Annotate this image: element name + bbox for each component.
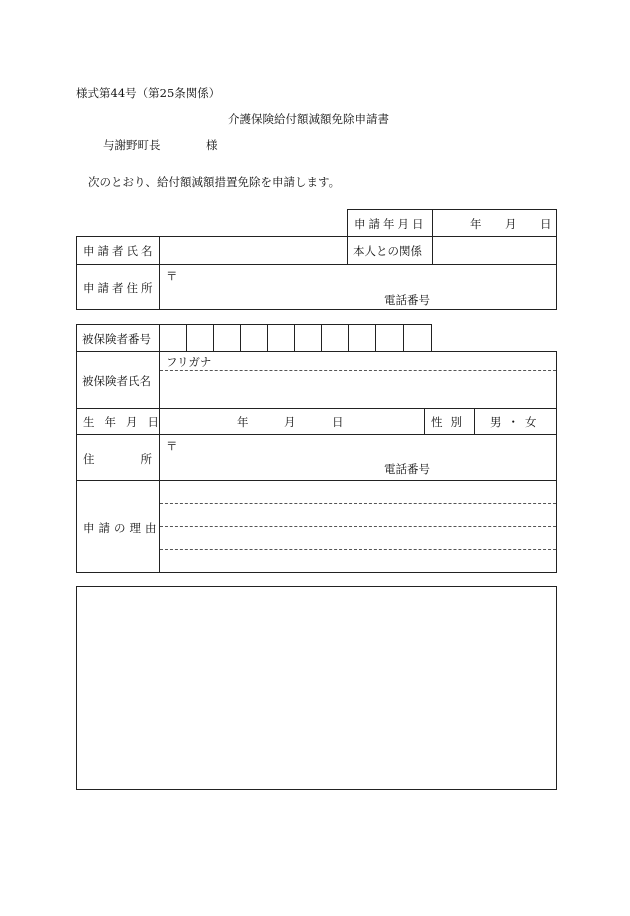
application-month-unit: 月: [505, 217, 517, 231]
insured-number-digit[interactable]: [215, 326, 239, 350]
birth-year-unit: 年: [237, 415, 249, 429]
applicant-name-label: 申請者氏名: [83, 244, 156, 258]
furigana-label: フリガナ: [166, 355, 212, 369]
relation-field[interactable]: [434, 238, 555, 262]
addressee-honorific: 様: [206, 138, 218, 152]
insured-number-digit[interactable]: [296, 326, 320, 350]
insured-number-digit[interactable]: [323, 326, 347, 350]
insured-number-digit[interactable]: [405, 326, 429, 350]
relation-label: 本人との関係: [353, 244, 422, 258]
insured-number-digit[interactable]: [161, 326, 185, 350]
birth-day-unit: 日: [332, 415, 344, 429]
intro-text: 次のとおり、給付額減額措置免除を申請します。: [88, 175, 341, 189]
remarks-box[interactable]: [76, 586, 557, 790]
addressee-name: 与謝野町長: [103, 138, 161, 152]
application-year-unit: 年: [470, 217, 482, 231]
insured-number-digit[interactable]: [377, 326, 401, 350]
applicant-phone-label: 電話番号: [384, 293, 430, 307]
birth-date-field[interactable]: [161, 410, 422, 432]
page-title: 介護保険給付額減額免除申請書: [228, 112, 389, 126]
insured-postal-mark: 〒: [166, 439, 178, 453]
sex-label: 性別: [431, 415, 470, 429]
insured-number-label: 被保険者番号: [82, 332, 151, 346]
applicant-postal-mark: 〒: [166, 269, 178, 283]
insured-number-digit[interactable]: [188, 326, 212, 350]
sex-options[interactable]: 男・女: [490, 415, 543, 429]
birth-date-label: 生年月日: [83, 415, 169, 429]
applicant-name-field[interactable]: [161, 238, 345, 262]
application-date-label: 申請年月日: [354, 217, 427, 231]
insured-number-digit[interactable]: [350, 326, 374, 350]
application-day-unit: 日: [540, 217, 552, 231]
birth-month-unit: 月: [284, 415, 296, 429]
insured-number-digit[interactable]: [242, 326, 266, 350]
insured-phone-label: 電話番号: [384, 462, 430, 476]
form-number: 様式第44号（第25条関係）: [76, 86, 221, 100]
reason-label: 申請の理由: [83, 521, 161, 535]
applicant-address-label: 申請者住所: [83, 281, 156, 295]
insured-name-field[interactable]: [161, 372, 555, 406]
insured-address-field[interactable]: [161, 436, 555, 478]
furigana-field[interactable]: [161, 353, 555, 369]
insured-address-label-text: 住所: [83, 452, 198, 466]
insured-number-digit[interactable]: [269, 326, 293, 350]
insured-name-label: 被保険者氏名: [82, 374, 151, 388]
applicant-address-field[interactable]: [161, 266, 555, 308]
reason-field[interactable]: [161, 482, 555, 571]
